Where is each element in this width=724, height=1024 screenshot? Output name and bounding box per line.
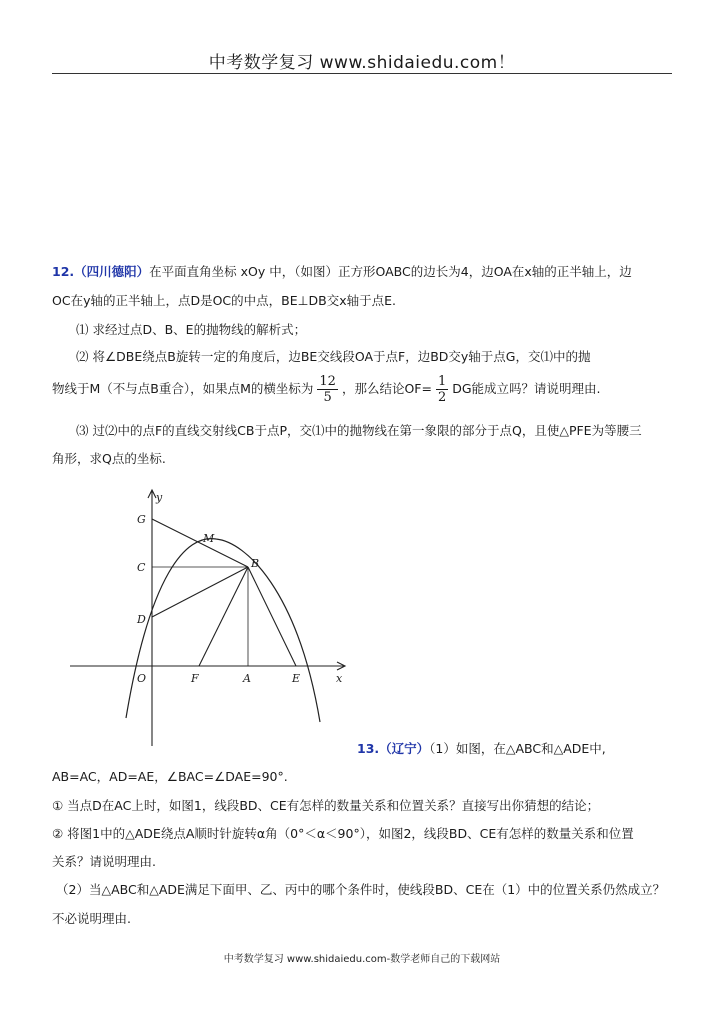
problem-12-part-2-post: DG能成立吗？请说明理由. [452, 381, 601, 396]
label-O: O [137, 672, 147, 685]
fraction-1-denominator: 5 [323, 390, 332, 405]
problem-13-number: 13. [357, 741, 380, 756]
segment-BE [248, 567, 296, 666]
problem-13-part-2-line-2: 不必说明理由. [52, 911, 131, 926]
fraction-2-numerator: 1 [437, 374, 447, 389]
label-E: E [292, 672, 301, 685]
problem-12-part-2-line-2 [52, 374, 601, 405]
problem-12-line-1 [52, 262, 632, 280]
label-C: C [137, 561, 146, 574]
problem-12-source: （四川德阳） [74, 264, 150, 279]
problem-12-part-2-line-1: ⑵ 将∠DBE绕点B旋转一定的角度后，边BE交线段OA于点F，边BD交y轴于点G，交⑴中的抛 [76, 349, 591, 364]
label-B: B [251, 557, 260, 570]
problem-13-source: （辽宁） [379, 741, 430, 756]
label-x: x [336, 672, 343, 685]
label-y: y [156, 491, 163, 504]
problem-12-part-3-line-1: ⑶ 过⑵中的点F的直线交射线CB于点P，交⑴中的抛物线在第一象限的部分于点Q，且使△PFE为等腰三 [76, 423, 642, 438]
label-F: F [191, 672, 199, 685]
problem-13-item-2-line-2: 关系？请说明理由. [52, 854, 156, 869]
problem-12-part-2-mid: ，那么结论OF= [341, 381, 432, 396]
fraction-12-over-5 [317, 374, 338, 405]
problem-12-part-2-pre: 物线于M（不与点B重合），如果点M的横坐标为 [52, 381, 314, 396]
header-divider [52, 73, 672, 74]
segment-GB [152, 519, 248, 567]
segment-FB [199, 567, 248, 666]
label-G: G [137, 513, 146, 526]
fraction-1-over-2 [436, 374, 448, 405]
problem-13-line-2: AB=AC，AD=AE，∠BAC=∠DAE=90°. [52, 769, 288, 784]
fraction-1-numerator: 12 [319, 374, 336, 389]
problem-13-item-2-line-1: ② 将图1中的△ADE绕点A顺时针旋转α角（0°＜α＜90°），如图2，线段BD、CE有怎样的数量关系和位置 [52, 826, 634, 841]
parabola-curve [126, 539, 320, 722]
page-footer: 中考数学复习 www.shidaiedu.com-数学老师自己的下载网站 [223, 954, 501, 965]
page-header-title: 中考数学复习 www.shidaiedu.com！ [208, 53, 516, 73]
parabola-figure [68, 486, 358, 748]
problem-12-part-1: ⑴ 求经过点D、B、E的抛物线的解析式； [76, 322, 307, 337]
fraction-2-denominator: 2 [437, 390, 447, 405]
problem-12-part-3-line-2: 角形，求Q点的坐标. [52, 451, 166, 466]
problem-13-intro: （1）如图，在△ABC和△ADE中, [429, 741, 606, 756]
label-M: M [203, 532, 215, 545]
label-D: D [137, 613, 146, 626]
problem-12-number: 12. [52, 264, 75, 279]
problem-13-line-1 [357, 739, 606, 757]
problem-13-part-2-line-1: （2）当△ABC和△ADE满足下面甲、乙、丙中的哪个条件时，使线段BD、CE在（1）中的位置关系仍然成立？ [56, 882, 666, 897]
label-A: A [243, 672, 251, 685]
problem-12-text-1: 在平面直角坐标 xOy 中，（如图）正方形OABC的边长为4，边OA在x轴的正半轴上，边 [149, 264, 632, 279]
problem-12-line-2: OC在y轴的正半轴上，点D是OC的中点，BE⊥DB交x轴于点E. [52, 293, 396, 308]
segment-DB [152, 567, 248, 617]
problem-13-item-1: ① 当点D在AC上时，如图1，线段BD、CE有怎样的数量关系和位置关系？直接写出你猜想的结论； [52, 798, 600, 813]
